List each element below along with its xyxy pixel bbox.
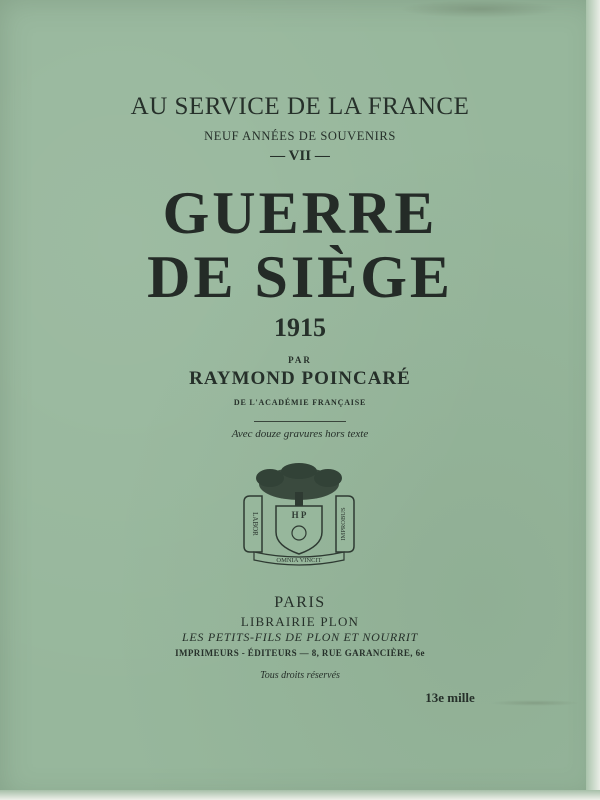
page-edge-right [586, 0, 600, 800]
illustrations-note: Avec douze gravures hors texte [231, 428, 369, 440]
publication-city: PARIS [274, 594, 326, 611]
device-motto-right: IMPROBUS [340, 507, 347, 541]
cover-wear-mark [490, 700, 580, 706]
by-label: PAR [288, 355, 312, 365]
divider-rule [254, 421, 346, 422]
publisher-name: LIBRAIRIE PLON [240, 614, 360, 629]
series-subtitle: NEUF ANNÉES DE SOUVENIRS [204, 129, 396, 143]
printers-address: IMPRIMEURS - ÉDITEURS — 8, RUE GARANCIÈRE, 6e [175, 648, 425, 658]
cover-stain [400, 0, 560, 18]
volume-number: — VII — [270, 148, 330, 164]
author-name: RAYMOND POINCARÉ [189, 368, 411, 389]
device-monogram: H P [291, 510, 307, 520]
publisher-heirs: LES PETITS-FILS DE PLON ET NOURRIT [182, 630, 418, 644]
series-title: AU SERVICE DE LA FRANCE [130, 93, 470, 120]
author-affiliation: DE L'ACADÉMIE FRANÇAISE [233, 398, 367, 407]
edition-thousand: 13e mille [425, 690, 475, 705]
book-year: 1915 [274, 313, 326, 342]
book-title-line1: GUERRE [162, 180, 438, 246]
publisher-device-emblem [240, 462, 358, 568]
page-edge-bottom [0, 790, 600, 800]
device-motto-bottom: OMNIA VINCIT [276, 557, 322, 564]
device-motto-left: LABOR [251, 512, 259, 536]
rights-notice: Tous droits réservés [260, 670, 340, 681]
book-title-line2: DE SIÈGE [147, 244, 453, 310]
